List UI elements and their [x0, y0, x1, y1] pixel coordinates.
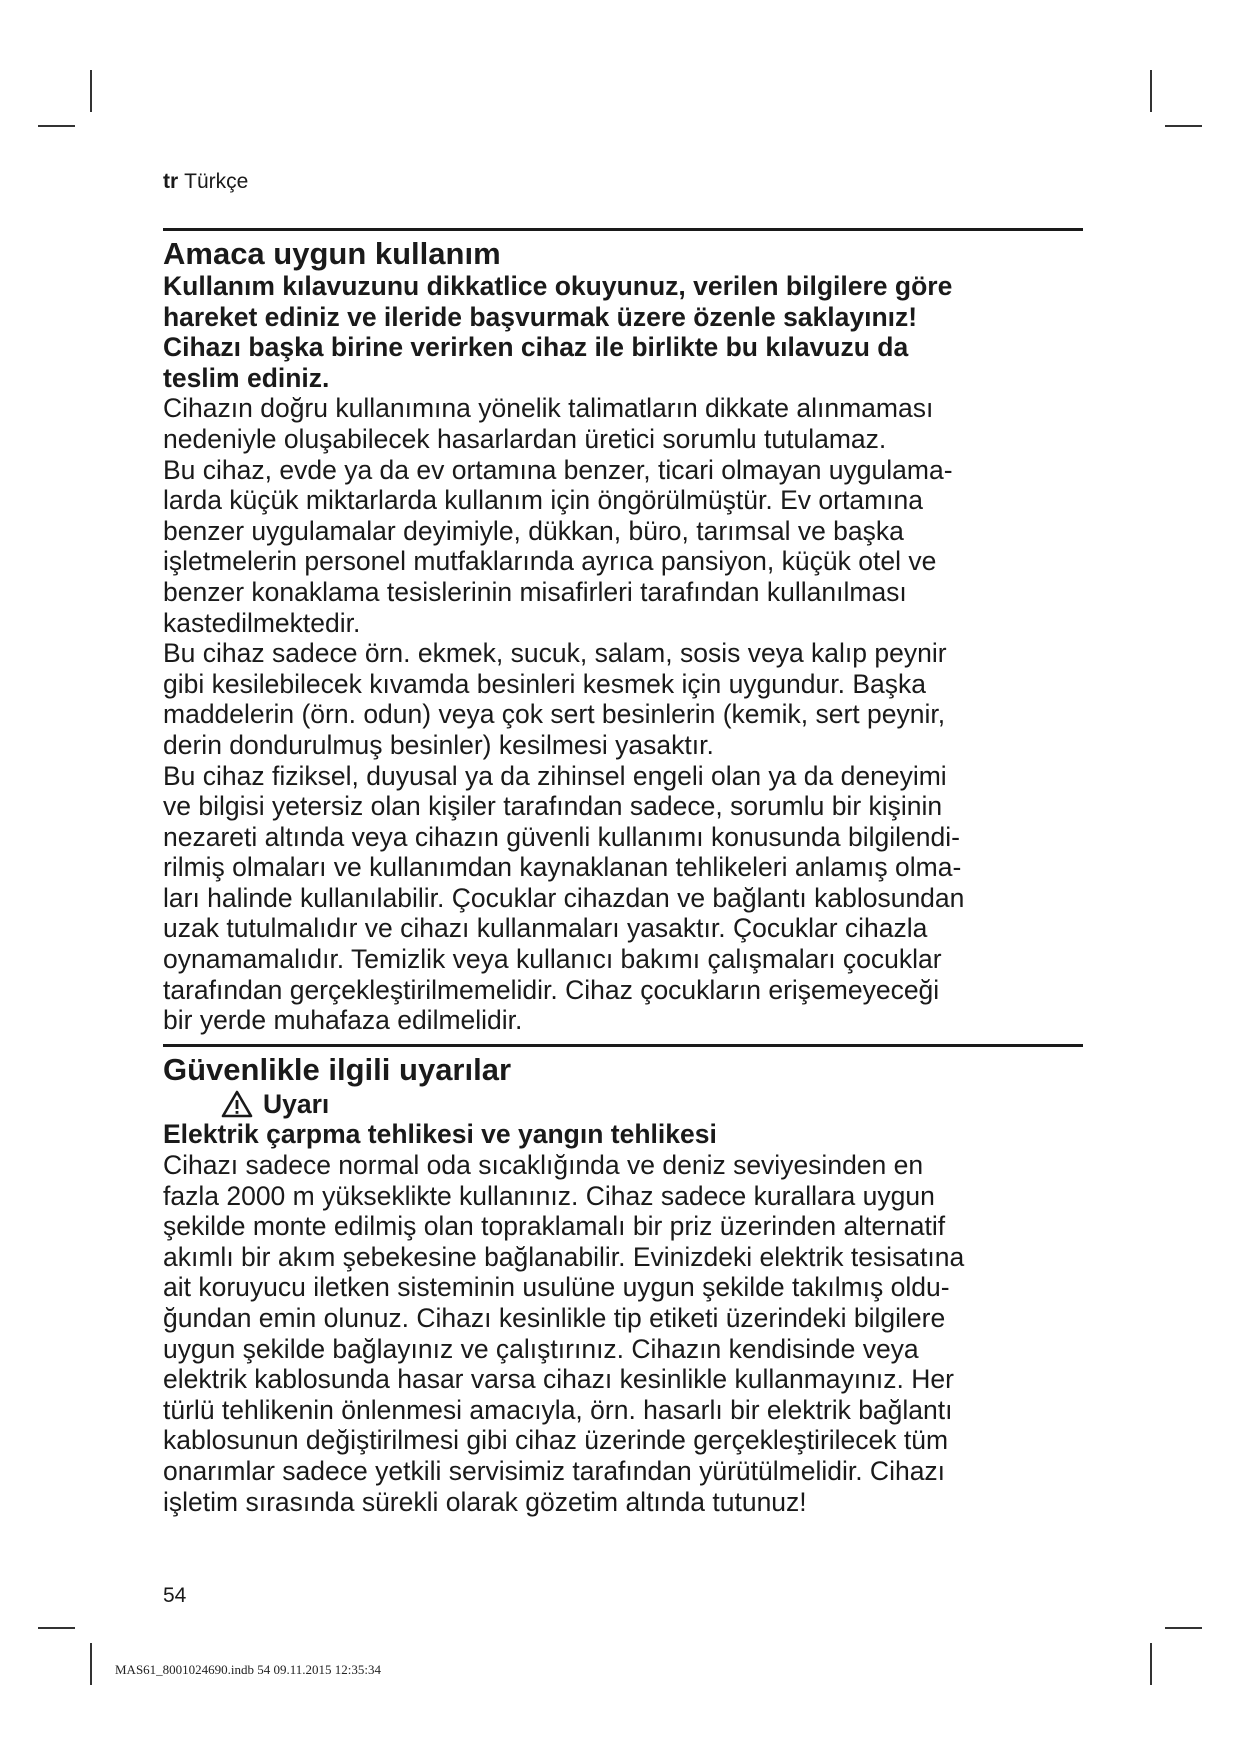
text-line: kablosunun değiştirilmesi gibi cihaz üzerinde gerçekleştirilecek tüm: [163, 1425, 949, 1456]
text-line: elektrik kablosunda hasar varsa cihazı kesinlikle kullanmayınız. Her: [163, 1364, 954, 1395]
text-line: fazla 2000 m yükseklikte kullanınız. Cihaz sadece kurallara uygun: [163, 1180, 935, 1211]
text-line: ları halinde kullanılabilir. Çocuklar cihazdan ve bağlantı kablosundan: [163, 882, 965, 913]
text-line: benzer uygulamalar deyimiyle, dükkan, büro, tarımsal ve başka: [163, 515, 904, 546]
text-line: gibi kesilebilecek kıvamda besinleri kesmek için uygundur. Başka: [163, 668, 926, 699]
text-line: oynamamalıdır. Temizlik veya kullanıcı bakımı çalışmaları çocuklar: [163, 944, 942, 975]
text-line: kastedilmektedir.: [163, 607, 361, 638]
crop-mark: [1165, 125, 1202, 127]
print-imprint: MAS61_8001024690.indb 54 09.11.2015 12:35:34: [115, 1662, 382, 1677]
paragraph-household-use: [163, 455, 1083, 639]
paragraph-restricted-persons: [163, 761, 1083, 1036]
text-line: nedeniyle oluşabilecek hasarlardan üretici sorumlu tutulamaz.: [163, 423, 887, 454]
text-line: ait koruyucu iletken sisteminin usulüne uygun şekilde takılmış oldu-: [163, 1272, 950, 1303]
crop-mark: [90, 70, 92, 112]
text-line: ve bilgisi yetersiz olan kişiler tarafından sadece, sorumlu bir kişinin: [163, 791, 943, 822]
warning-triangle-icon: [221, 1090, 253, 1118]
text-line: teslim ediniz.: [163, 362, 330, 393]
text-line: Cihazı sadece normal oda sıcaklığında ve deniz seviyesinden en: [163, 1150, 924, 1181]
hazard-title: Elektrik çarpma tehlikesi ve yangın tehlikesi: [163, 1119, 717, 1150]
paragraph-electric-hazard: [163, 1150, 1083, 1517]
text-line: Bu cihaz sadece örn. ekmek, sucuk, salam, sosis veya kalıp peynir: [163, 638, 947, 669]
section-divider: [163, 1044, 1083, 1047]
paragraph-manufacturer-liability: [163, 393, 1083, 454]
text-line: hareket ediniz ve ileride başvurmak üzere özenle saklayınız!: [163, 301, 918, 332]
text-line: uzak tutulmalıdır ve cihazı kullanmaları yasaktır. Çocuklar cihazla: [163, 913, 928, 944]
text-line: uygun şekilde bağlayınız ve çalıştırınız. Cihazın kendisinde veya: [163, 1333, 919, 1364]
language-code: tr: [163, 170, 179, 193]
text-line: rilmiş olmaları ve kullanımdan kaynaklanan tehlikeleri anlamış olma-: [163, 852, 962, 883]
section-title-intended-use: Amaca uygun kullanım: [163, 236, 501, 271]
warning-heading: [221, 1089, 1083, 1120]
section-divider: [163, 228, 1083, 231]
text-line: benzer konaklama tesislerinin misafirleri tarafından kullanılması: [163, 576, 907, 607]
lead-paragraph: [163, 271, 1083, 393]
text-line: işletim sırasında sürekli olarak gözetim altında tutunuz!: [163, 1486, 807, 1517]
text-line: Bu cihaz, evde ya da ev ortamına benzer, ticari olmayan uygulama-: [163, 454, 953, 485]
crop-mark: [1165, 1627, 1202, 1629]
text-line: Bu cihaz fiziksel, duyusal ya da zihinsel engeli olan ya da deneyimi: [163, 760, 947, 791]
text-line: şekilde monte edilmiş olan topraklamalı bir priz üzerinden alternatif: [163, 1211, 946, 1242]
text-line: larda küçük miktarlarda kullanım için öngörülmüştür. Ev ortamına: [163, 485, 923, 516]
crop-mark: [1150, 70, 1152, 112]
text-line: işletmelerin personel mutfaklarında ayrıca pansiyon, küçük otel ve: [163, 546, 937, 577]
text-line: Kullanım kılavuzunu dikkatlice okuyunuz, verilen bilgilere göre: [163, 271, 953, 301]
language-header: [163, 170, 1083, 194]
crop-mark: [90, 1643, 92, 1685]
language-name: Türkçe: [184, 170, 249, 193]
text-line: Cihazı başka birine verirken cihaz ile birlikte bu kılavuzu da: [163, 332, 909, 363]
section-title-safety-warnings: Güvenlikle ilgili uyarılar: [163, 1051, 512, 1087]
text-line: Cihazın doğru kullanımına yönelik talimatların dikkate alınmaması: [163, 393, 934, 424]
text-line: onarımlar sadece yetkili servisimiz tarafından yürütülmelidir. Cihazı: [163, 1455, 946, 1486]
crop-mark: [1150, 1643, 1152, 1685]
page-number: 54: [163, 1584, 187, 1607]
text-line: nezareti altında veya cihazın güvenli kullanımı konusunda bilgilendi-: [163, 821, 960, 852]
text-line: ğundan emin olunuz. Cihazı kesinlikle tip etiketi üzerindeki bilgilere: [163, 1303, 946, 1333]
crop-mark: [38, 125, 75, 127]
text-line: maddelerin (örn. odun) veya çok sert besinlerin (kemik, sert peynir,: [163, 699, 946, 730]
page-content: [163, 170, 1083, 1517]
text-line: tarafından gerçekleştirilmemelidir. Cihaz çocukların erişemeyeceği: [163, 974, 940, 1005]
text-line: akımlı bir akım şebekesine bağlanabilir. Evinizdeki elektrik tesisatına: [163, 1241, 965, 1272]
text-line: derin dondurulmuş besinler) kesilmesi yasaktır.: [163, 729, 714, 760]
crop-mark: [38, 1627, 75, 1629]
warning-label: Uyarı: [263, 1088, 330, 1119]
text-line: türlü tehlikenin önlenmesi amacıyla, örn. hasarlı bir elektrik bağlantı: [163, 1394, 953, 1425]
text-line: bir yerde muhafaza edilmelidir.: [163, 1005, 523, 1036]
paragraph-suitable-food: [163, 638, 1083, 760]
